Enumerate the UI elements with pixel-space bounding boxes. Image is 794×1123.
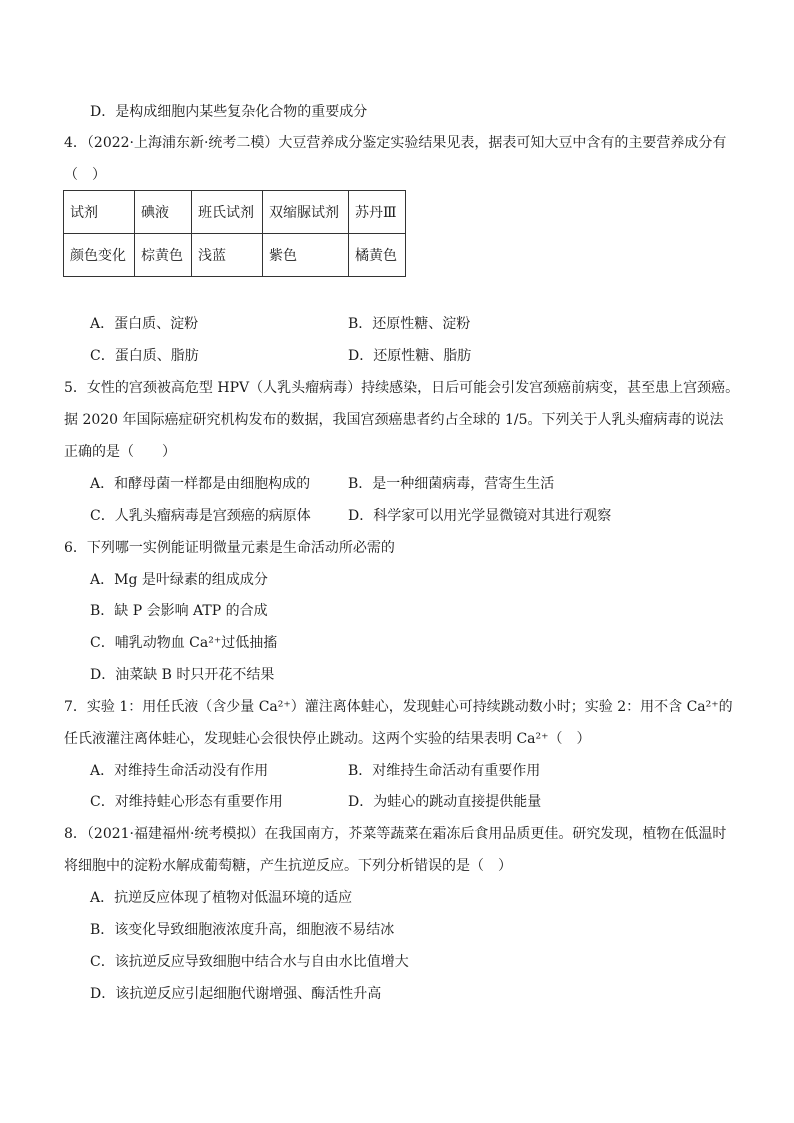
table-cell: 橘黄色 xyxy=(349,234,406,277)
q7-option-a[interactable]: A．对维持生命活动没有作用 xyxy=(90,763,269,779)
table-row xyxy=(64,234,406,277)
q5-stem-line-3: 正确的是（ ） xyxy=(64,444,176,460)
table-cell: 班氏试剂 xyxy=(192,191,263,234)
q5-option-a[interactable]: A．和酵母菌一样都是由细胞构成的 xyxy=(90,476,311,492)
q4-stem-line-1: 4．（2022·上海浦东新·统考二模）大豆营养成分鉴定实验结果见表，据表可知大豆中含有的主要营养成分有 xyxy=(64,135,727,151)
q5-option-c[interactable]: C．人乳头瘤病毒是宫颈癌的病原体 xyxy=(90,508,311,524)
q8-option-a[interactable]: A．抗逆反应体现了植物对低温环境的适应 xyxy=(90,890,353,906)
table-cell: 紫色 xyxy=(263,234,349,277)
q7-option-b[interactable]: B．对维持生命活动有重要作用 xyxy=(348,763,541,779)
q6-option-d[interactable]: D．油菜缺 B 时只开花不结果 xyxy=(90,667,275,683)
q6-option-c[interactable]: C．哺乳动物血 Ca²⁺过低抽搐 xyxy=(90,635,278,651)
q3-option-d: D．是构成细胞内某些复杂化合物的重要成分 xyxy=(90,104,368,120)
table-cell: 浅蓝 xyxy=(192,234,263,277)
table-cell: 苏丹Ⅲ xyxy=(349,191,406,234)
table-cell: 碘液 xyxy=(135,191,192,234)
q7-stem-line-2: 任氏液灌注离体蛙心，发现蛙心会很快停止跳动。这两个实验的结果表明 Ca²⁺（ ） xyxy=(64,731,591,747)
table-row xyxy=(64,191,406,234)
q6-option-b[interactable]: B．缺 P 会影响 ATP 的合成 xyxy=(90,603,268,619)
table-cell: 颜色变化 xyxy=(64,234,135,277)
q5-option-b[interactable]: B．是一种细菌病毒，营寄生生活 xyxy=(348,476,555,492)
q4-option-c[interactable]: C．蛋白质、脂肪 xyxy=(90,348,199,364)
q4-option-b[interactable]: B．还原性糖、淀粉 xyxy=(348,316,471,332)
q4-stem-line-2: （ ） xyxy=(64,167,106,183)
q6-option-a[interactable]: A．Mg 是叶绿素的组成成分 xyxy=(90,572,268,588)
q6-stem: 6．下列哪一实例能证明微量元素是生命活动所必需的 xyxy=(64,540,395,556)
q4-reagent-table xyxy=(63,190,406,277)
q8-option-b[interactable]: B．该变化导致细胞液浓度升高，细胞液不易结冰 xyxy=(90,922,395,938)
table-cell: 双缩脲试剂 xyxy=(263,191,349,234)
q8-stem-line-2: 将细胞中的淀粉水解成葡萄糖，产生抗逆反应。下列分析错误的是（ ） xyxy=(64,858,512,874)
q5-stem-line-2: 据 2020 年国际癌症研究机构发布的数据，我国宫颈癌患者约占全球的 1/5。下列关于人乳头瘤病毒的说法 xyxy=(64,412,724,428)
q4-option-a[interactable]: A．蛋白质、淀粉 xyxy=(90,316,199,332)
q5-stem-line-1: 5．女性的宫颈被高危型 HPV（人乳头瘤病毒）持续感染，日后可能会引发宫颈癌前病变，甚至患上宫颈癌。 xyxy=(64,380,740,396)
q5-option-d[interactable]: D．科学家可以用光学显微镜对其进行观察 xyxy=(348,508,612,524)
q7-stem-line-1: 7．实验 1：用任氏液（含少量 Ca²⁺）灌注离体蛙心，发现蛙心可持续跳动数小时；实验 2：用不含 Ca²⁺的 xyxy=(64,699,733,715)
q8-option-d[interactable]: D．该抗逆反应引起细胞代谢增强、酶活性升高 xyxy=(90,986,382,1002)
q8-stem-line-1: 8．（2021·福建福州·统考模拟）在我国南方，芥菜等蔬菜在霜冻后食用品质更佳。研究发现，植物在低温时 xyxy=(64,826,727,842)
q7-option-d[interactable]: D．为蛙心的跳动直接提供能量 xyxy=(348,794,542,810)
q4-option-d[interactable]: D．还原性糖、脂肪 xyxy=(348,348,472,364)
q7-option-c[interactable]: C．对维持蛙心形态有重要作用 xyxy=(90,794,283,810)
table-cell: 试剂 xyxy=(64,191,135,234)
q8-option-c[interactable]: C．该抗逆反应导致细胞中结合水与自由水比值增大 xyxy=(90,954,409,970)
table-cell: 棕黄色 xyxy=(135,234,192,277)
